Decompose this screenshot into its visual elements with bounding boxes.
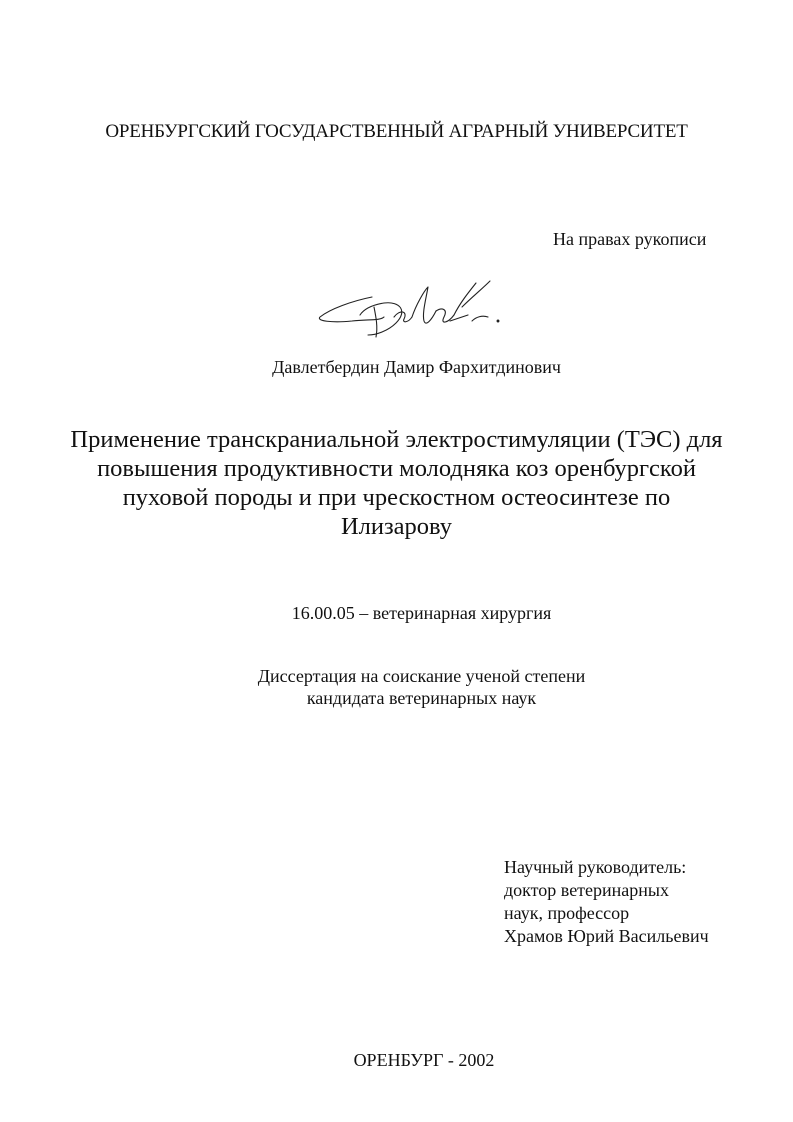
supervisor-block <box>504 856 709 948</box>
supervisor-line: наук, профессор <box>504 903 630 923</box>
degree-statement <box>0 665 793 709</box>
manuscript-note: На правах рукописи <box>553 229 707 249</box>
title-line: Применение транскраниальной электростимуляции (ТЭС) для <box>70 426 723 453</box>
city-year: ОРЕНБУРГ - 2002 <box>353 1050 495 1070</box>
title-line: повышения продуктивности молодняка коз оренбургской <box>97 455 696 482</box>
title-line: Илизарову <box>340 513 453 540</box>
specialty-code: 16.00.05 – ветеринарная хирургия <box>291 603 552 623</box>
supervisor-line: доктор ветеринарных <box>504 880 670 900</box>
institution-heading: ОРЕНБУРГСКИЙ ГОСУДАРСТВЕННЫЙ АГРАРНЫЙ УНИВЕРСИТЕТ <box>105 121 688 142</box>
supervisor-line: Научный руководитель: <box>504 857 687 877</box>
author-signature <box>312 277 512 347</box>
supervisor-line: Храмов Юрий Васильевич <box>504 926 709 946</box>
degree-line: кандидата ветеринарных наук <box>306 688 537 708</box>
author-name: Давлетбердин Дамир Фархитдинович <box>272 357 561 377</box>
title-line: пуховой породы и при чрескостном остеосинтезе по <box>122 484 671 511</box>
dissertation-title <box>60 425 733 541</box>
degree-line: Диссертация на соискание ученой степени <box>257 666 586 686</box>
